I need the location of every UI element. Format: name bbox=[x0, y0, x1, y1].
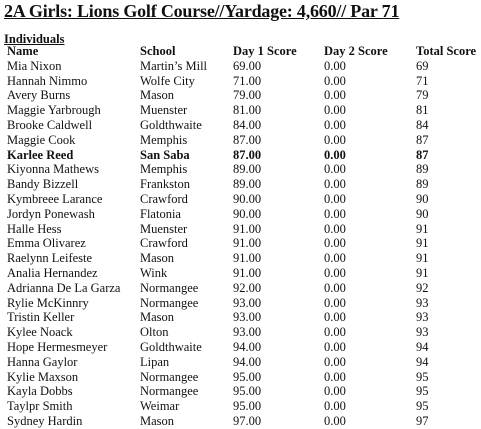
cell-school: Wolfe City bbox=[140, 73, 195, 88]
cell-day1-score: 91.00 bbox=[233, 265, 262, 280]
cell-total-score: 91 bbox=[416, 236, 429, 251]
cell-day2-score: 0.00 bbox=[324, 191, 346, 206]
table-row bbox=[7, 310, 476, 325]
cell-school: Crawford bbox=[140, 236, 188, 251]
cell-day1-score: 95.00 bbox=[233, 399, 262, 414]
cell-school: Flatonia bbox=[140, 206, 181, 221]
table-row bbox=[7, 88, 476, 103]
column-header-total: Total Score bbox=[416, 44, 477, 58]
cell-day2-score: 0.00 bbox=[324, 73, 346, 88]
cell-day2-score: 0.00 bbox=[324, 354, 346, 369]
cell-day2-score: 0.00 bbox=[324, 369, 346, 384]
table-row bbox=[7, 177, 476, 192]
cell-day1-score: 94.00 bbox=[233, 354, 262, 369]
cell-name: Kayla Dobbs bbox=[7, 384, 73, 399]
cell-day1-score: 89.00 bbox=[233, 177, 262, 192]
cell-name: Hope Hermesmeyer bbox=[7, 339, 108, 354]
cell-day2-score: 0.00 bbox=[324, 221, 346, 236]
cell-total-score: 91 bbox=[416, 251, 429, 266]
table-row bbox=[7, 59, 476, 74]
column-header-day1: Day 1 Score bbox=[233, 44, 297, 58]
cell-name: Maggie Cook bbox=[7, 132, 76, 147]
cell-day1-score: 91.00 bbox=[233, 221, 262, 236]
cell-name: Brooke Caldwell bbox=[7, 117, 93, 132]
cell-school: Memphis bbox=[140, 132, 188, 147]
table-row bbox=[7, 355, 476, 370]
cell-name: Kylee Noack bbox=[7, 325, 73, 340]
cell-day2-score: 0.00 bbox=[324, 251, 346, 266]
cell-total-score: 81 bbox=[416, 103, 429, 118]
cell-name: Halle Hess bbox=[7, 221, 62, 236]
cell-day2-score: 0.00 bbox=[324, 295, 346, 310]
cell-name: Analia Hernandez bbox=[7, 265, 98, 280]
cell-day1-score: 90.00 bbox=[233, 191, 262, 206]
cell-day2-score: 0.00 bbox=[324, 265, 346, 280]
cell-name: Tristin Keller bbox=[7, 310, 75, 325]
cell-day2-score: 0.00 bbox=[324, 399, 346, 414]
cell-total-score: 94 bbox=[416, 339, 429, 354]
table-row bbox=[7, 325, 476, 340]
cell-total-score: 92 bbox=[416, 280, 429, 295]
results-table bbox=[7, 44, 476, 429]
cell-total-score: 71 bbox=[416, 73, 429, 88]
cell-day2-score: 0.00 bbox=[324, 162, 346, 177]
cell-total-score: 95 bbox=[416, 369, 429, 384]
table-row bbox=[7, 133, 476, 148]
cell-day1-score: 87.00 bbox=[233, 132, 262, 147]
cell-school: Crawford bbox=[140, 191, 188, 206]
cell-total-score: 87 bbox=[416, 147, 429, 162]
cell-name: Kiyonna Mathews bbox=[7, 162, 99, 177]
table-row bbox=[7, 222, 476, 237]
section-heading: Individuals bbox=[4, 32, 65, 46]
column-header-day2: Day 2 Score bbox=[324, 44, 388, 58]
table-row bbox=[7, 236, 476, 251]
cell-day1-score: 90.00 bbox=[233, 206, 262, 221]
table-row bbox=[7, 340, 476, 355]
cell-school: Frankston bbox=[140, 177, 190, 192]
cell-total-score: 90 bbox=[416, 191, 429, 206]
column-header-school: School bbox=[140, 44, 176, 58]
cell-day2-score: 0.00 bbox=[324, 103, 346, 118]
cell-total-score: 91 bbox=[416, 221, 429, 236]
cell-total-score: 93 bbox=[416, 310, 429, 325]
table-row bbox=[7, 384, 476, 399]
cell-school: San Saba bbox=[140, 147, 190, 162]
cell-school: Lipan bbox=[140, 354, 170, 369]
cell-total-score: 89 bbox=[416, 177, 429, 192]
cell-name: Avery Burns bbox=[7, 88, 71, 103]
cell-day2-score: 0.00 bbox=[324, 325, 346, 340]
cell-name: Hanna Gaylor bbox=[7, 354, 78, 369]
cell-name: Kylie Maxson bbox=[7, 369, 79, 384]
cell-school: Muenster bbox=[140, 221, 188, 236]
cell-name: Jordyn Ponewash bbox=[7, 206, 95, 221]
cell-day2-score: 0.00 bbox=[324, 339, 346, 354]
table-row bbox=[7, 266, 476, 281]
cell-day1-score: 81.00 bbox=[233, 103, 262, 118]
table-row bbox=[7, 74, 476, 89]
cell-total-score: 97 bbox=[416, 413, 429, 428]
cell-day1-score: 79.00 bbox=[233, 88, 262, 103]
cell-total-score: 93 bbox=[416, 295, 429, 310]
cell-day2-score: 0.00 bbox=[324, 413, 346, 428]
column-header-name: Name bbox=[7, 44, 39, 58]
cell-name: Bandy Bizzell bbox=[7, 177, 79, 192]
cell-name: Maggie Yarbrough bbox=[7, 103, 101, 118]
cell-name: Hannah Nimmo bbox=[7, 73, 88, 88]
cell-school: Normangee bbox=[140, 384, 199, 399]
cell-total-score: 94 bbox=[416, 354, 429, 369]
cell-total-score: 95 bbox=[416, 384, 429, 399]
cell-day2-score: 0.00 bbox=[324, 147, 346, 162]
cell-school: Goldthwaite bbox=[140, 117, 202, 132]
table-row bbox=[7, 192, 476, 207]
cell-name: Taylpr Smith bbox=[7, 399, 73, 414]
cell-name: Sydney Hardin bbox=[7, 413, 83, 428]
table-row bbox=[7, 118, 476, 133]
cell-day1-score: 95.00 bbox=[233, 369, 262, 384]
table-row bbox=[7, 103, 476, 118]
cell-total-score: 84 bbox=[416, 117, 429, 132]
cell-day1-score: 89.00 bbox=[233, 162, 262, 177]
cell-name: Mia Nixon bbox=[7, 58, 62, 73]
cell-name: Kymbreee Larance bbox=[7, 191, 103, 206]
cell-day1-score: 94.00 bbox=[233, 339, 262, 354]
cell-school: Olton bbox=[140, 325, 169, 340]
cell-school: Mason bbox=[140, 310, 175, 325]
cell-name: Emma Olivarez bbox=[7, 236, 86, 251]
cell-day1-score: 91.00 bbox=[233, 251, 262, 266]
cell-name: Adrianna De La Garza bbox=[7, 280, 121, 295]
cell-day1-score: 95.00 bbox=[233, 384, 262, 399]
cell-school: Mason bbox=[140, 88, 175, 103]
cell-school: Wink bbox=[140, 265, 168, 280]
cell-name: Karlee Reed bbox=[7, 147, 74, 162]
table-row bbox=[7, 207, 476, 222]
cell-day2-score: 0.00 bbox=[324, 310, 346, 325]
cell-total-score: 69 bbox=[416, 58, 429, 73]
table-row bbox=[7, 414, 476, 429]
results-body bbox=[7, 59, 476, 429]
table-row bbox=[7, 399, 476, 414]
cell-school: Muenster bbox=[140, 103, 188, 118]
cell-name: Rylie McKinnry bbox=[7, 295, 89, 310]
cell-day1-score: 92.00 bbox=[233, 280, 262, 295]
cell-day1-score: 93.00 bbox=[233, 310, 262, 325]
cell-day2-score: 0.00 bbox=[324, 384, 346, 399]
cell-total-score: 90 bbox=[416, 206, 429, 221]
cell-school: Normangee bbox=[140, 280, 199, 295]
cell-total-score: 91 bbox=[416, 265, 429, 280]
cell-school: Goldthwaite bbox=[140, 339, 202, 354]
cell-school: Mason bbox=[140, 413, 175, 428]
cell-day1-score: 91.00 bbox=[233, 236, 262, 251]
table-row bbox=[7, 148, 476, 163]
cell-name: Raelynn Leifeste bbox=[7, 251, 93, 266]
cell-day2-score: 0.00 bbox=[324, 236, 346, 251]
cell-total-score: 89 bbox=[416, 162, 429, 177]
cell-school: Normangee bbox=[140, 295, 199, 310]
cell-school: Weimar bbox=[140, 399, 180, 414]
table-row bbox=[7, 370, 476, 385]
cell-day2-score: 0.00 bbox=[324, 132, 346, 147]
cell-day1-score: 87.00 bbox=[233, 147, 262, 162]
cell-day1-score: 69.00 bbox=[233, 58, 262, 73]
header-row bbox=[7, 44, 476, 59]
cell-day2-score: 0.00 bbox=[324, 58, 346, 73]
cell-day1-score: 93.00 bbox=[233, 295, 262, 310]
table-row bbox=[7, 251, 476, 266]
cell-school: Mason bbox=[140, 251, 175, 266]
table-row bbox=[7, 162, 476, 177]
cell-total-score: 95 bbox=[416, 399, 429, 414]
cell-day2-score: 0.00 bbox=[324, 206, 346, 221]
cell-total-score: 79 bbox=[416, 88, 429, 103]
page-title: 2A Girls: Lions Golf Course//Yardage: 4,660// Par 71 bbox=[4, 1, 400, 21]
cell-day2-score: 0.00 bbox=[324, 88, 346, 103]
cell-day2-score: 0.00 bbox=[324, 117, 346, 132]
cell-day1-score: 84.00 bbox=[233, 117, 262, 132]
cell-day2-score: 0.00 bbox=[324, 280, 346, 295]
cell-day2-score: 0.00 bbox=[324, 177, 346, 192]
cell-school: Memphis bbox=[140, 162, 188, 177]
cell-day1-score: 93.00 bbox=[233, 325, 262, 340]
cell-school: Normangee bbox=[140, 369, 199, 384]
cell-day1-score: 71.00 bbox=[233, 73, 262, 88]
cell-total-score: 87 bbox=[416, 132, 429, 147]
cell-total-score: 93 bbox=[416, 325, 429, 340]
table-row bbox=[7, 296, 476, 311]
table-row bbox=[7, 281, 476, 296]
cell-day1-score: 97.00 bbox=[233, 413, 262, 428]
cell-school: Martin’s Mill bbox=[140, 58, 208, 73]
